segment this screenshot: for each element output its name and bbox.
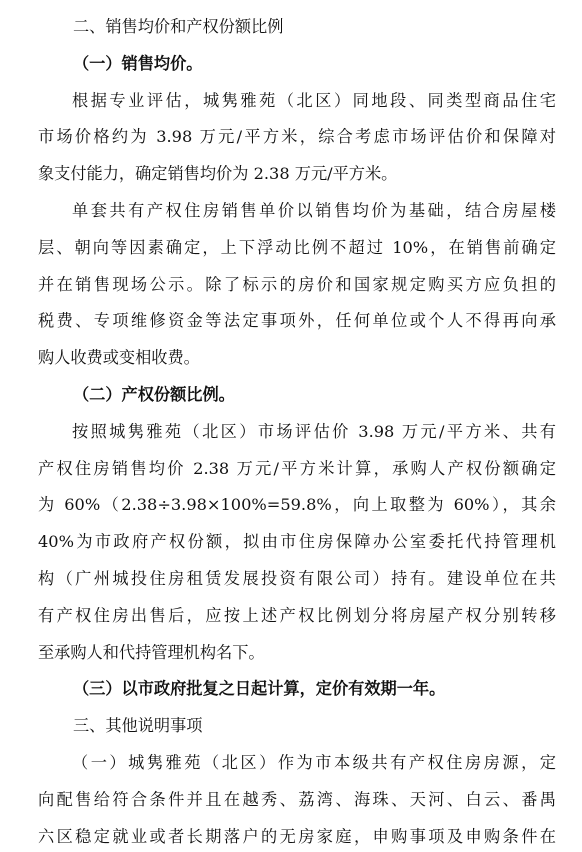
subsection-one-heading: （一）销售均价。	[73, 53, 203, 73]
paragraph-line: （一）城隽雅苑（北区）作为市本级共有产权住房房源，定	[72, 753, 556, 772]
paragraph-line: 根据专业评估，城隽雅苑（北区）同地段、同类型商品住宅	[72, 90, 556, 110]
paragraph-line: 至承购人和代持管理机构名下。	[38, 642, 265, 662]
paragraph-line: 产权住房销售均价 2.38 万元/平方米计算，承购人产权份额确定	[38, 458, 556, 478]
paragraph-line: 向配售给符合条件并且在越秀、荔湾、海珠、天河、白云、番禺	[38, 789, 556, 809]
paragraph-line: 40%为市政府产权份额，拟由市住房保障办公室委托代持管理机	[38, 532, 556, 552]
section-two-heading: 二、销售均价和产权份额比例	[73, 17, 284, 36]
paragraph-line: 象支付能力，确定销售均价为 2.38 万元/平方米。	[38, 164, 398, 184]
paragraph-line: 为 60%（2.38÷3.98×100%=59.8%，向上取整为 60%），其余	[38, 495, 556, 515]
subsection-two-heading: （二）产权份额比例。	[73, 385, 235, 404]
section-three-heading: 三、其他说明事项	[73, 716, 203, 736]
paragraph-line: 单套共有产权住房销售单价以销售均价为基础，结合房屋楼	[72, 201, 556, 220]
paragraph-line: 构（广州城投住房租赁发展投资有限公司）持有。建设单位在共	[38, 569, 556, 588]
paragraph-line: 层、朝向等因素确定，上下浮动比例不超过 10%，在销售前确定	[38, 237, 556, 257]
subsection-three-heading: （三）以市政府批复之日起计算，定价有效期一年。	[73, 679, 446, 699]
paragraph-line: 按照城隽雅苑（北区）市场评估价 3.98 万元/平方米、共有	[72, 421, 556, 441]
paragraph-line: 购人收费或变相收费。	[38, 348, 200, 368]
paragraph-line: 并在销售现场公示。除了标示的房价和国家规定购买方应负担的	[38, 274, 556, 294]
paragraph-line: 市场价格约为 3.98 万元/平方米，综合考虑市场评估价和保障对	[38, 127, 556, 147]
paragraph-line: 税费、专项维修资金等法定事项外，任何单位或个人不得再向承	[38, 311, 556, 331]
paragraph-line: 有产权住房出售后，应按上述产权比例划分将房屋产权分别转移	[38, 605, 556, 625]
paragraph-line: 六区稳定就业或者长期落户的无房家庭，申购事项及申购条件在	[38, 826, 556, 846]
